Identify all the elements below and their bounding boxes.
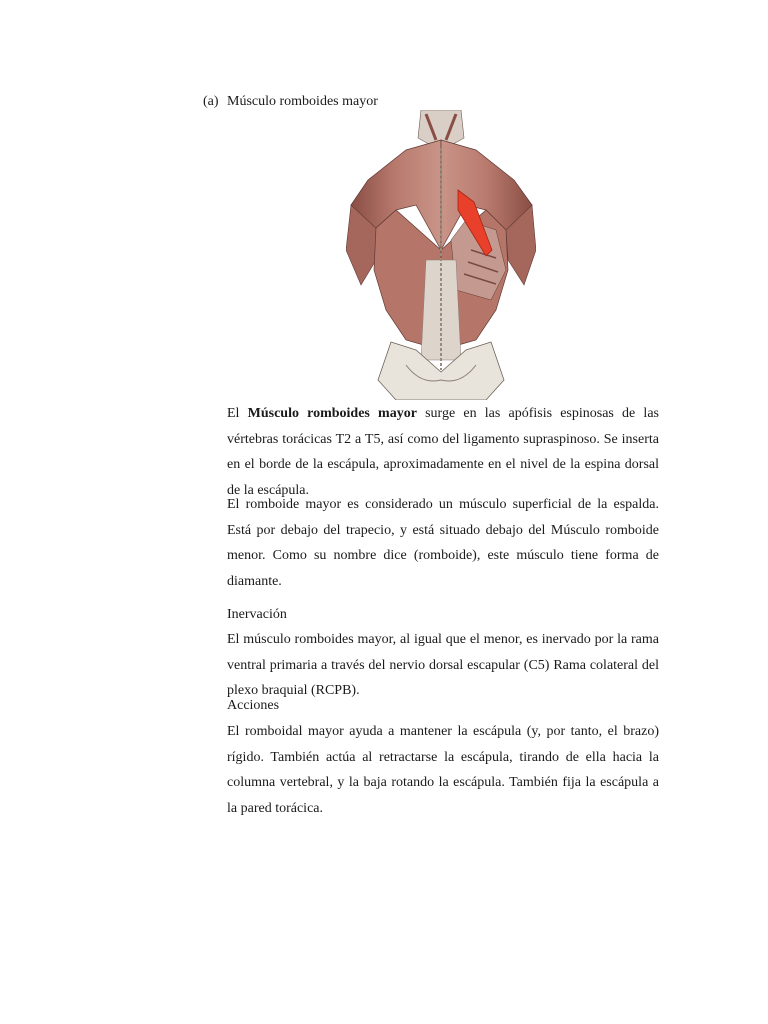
list-marker: (a) xyxy=(203,94,219,109)
paragraph-bold-term: Músculo romboides mayor xyxy=(247,406,417,421)
paragraph-description: El romboide mayor es considerado un músculo superficial de la espalda. Está por debajo del trapecio, y está situado debajo del Músculo romboide menor. Como su nombre dice (romboide), este músculo tiene forma de diamante. xyxy=(227,497,659,589)
anatomy-figure xyxy=(346,110,536,400)
figure-title: Músculo romboides mayor xyxy=(227,94,378,109)
section-title-actions: Acciones xyxy=(227,698,280,713)
back-muscles-anatomy-icon xyxy=(346,110,536,400)
paragraph-text: surge en las apófisis espinosas de las vértebras torácicas T2 a T5, así como del ligamento supraspinoso. Se inserta en el borde de la escápula, aproximadamente en el nivel de la espina dorsal de la escápula. xyxy=(227,406,659,498)
section-title-innervation: Inervación xyxy=(227,607,287,622)
paragraph-innervation: El músculo romboides mayor, al igual que el menor, es inervado por la rama ventral primaria a través del nervio dorsal escapular (C5) Rama colateral del plexo braquial (RCPB). xyxy=(227,632,659,698)
paragraph-text-lead: El xyxy=(227,406,248,421)
figure-heading xyxy=(203,93,378,111)
paragraph-origin xyxy=(227,401,659,503)
paragraph-actions: El romboidal mayor ayuda a mantener la escápula (y, por tanto, el brazo) rígido. También actúa al retractarse la escápula, tirando de ella hacia la columna vertebral, y la baja rotando la escápula. También fija la escápula a la pared torácica. xyxy=(227,724,659,816)
